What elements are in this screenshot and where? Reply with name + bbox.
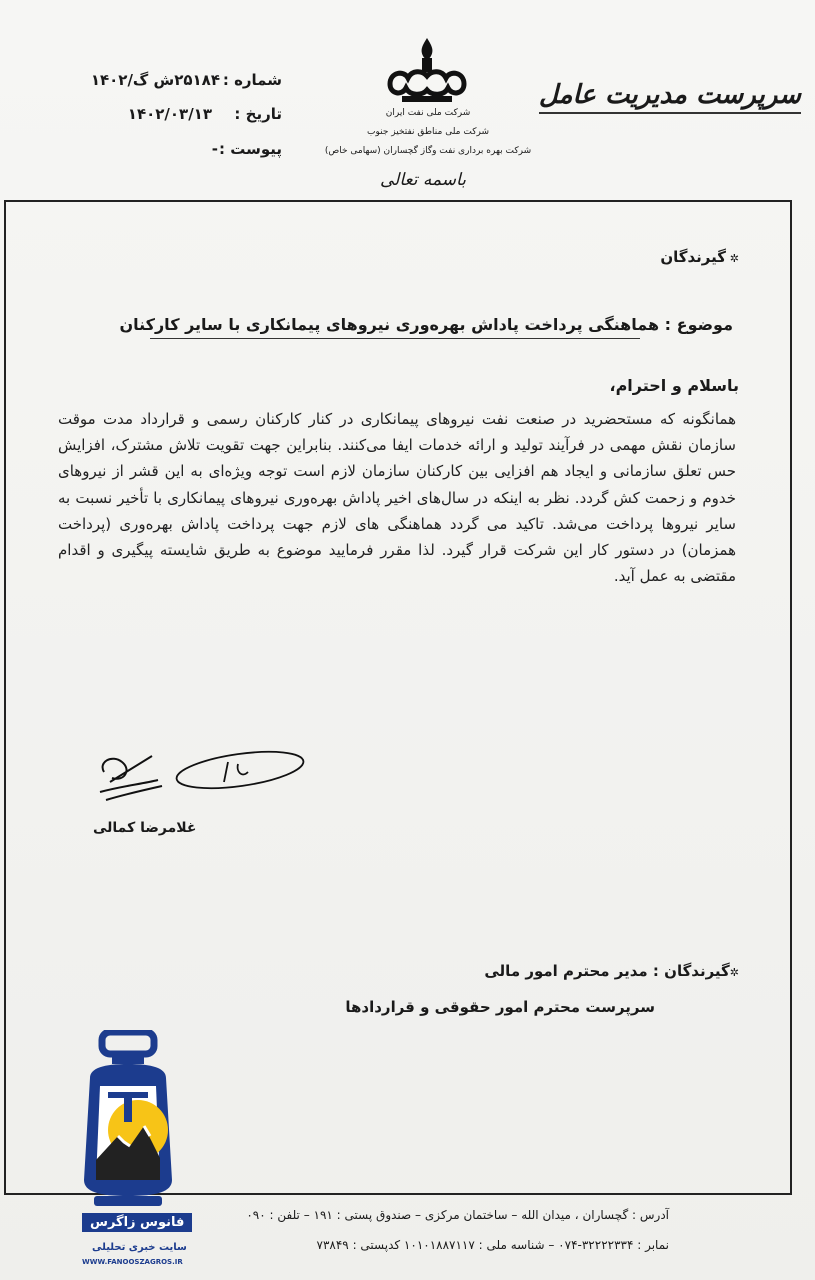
nioc-logo-icon xyxy=(382,36,472,106)
recipients-heading: ✲ گیرندگان xyxy=(660,248,739,266)
basmala: باسمه تعالی xyxy=(380,170,466,190)
letter-body: همانگونه که مستحضرید در صنعت نفت نیروهای پیمانکاری در کنار کارکنان رسمی و قرارداد مدت موقت سازمان نقش مهمی در فرآیند تولید و ارائه خدمات ایفا می‌کنند. بنابراین جهت تقویت تلاش مشترک، افزایش حس تعلق سازمانی و ایجاد هم افزایی بین کارکنان سازمان لازم است توجه ویژه‌ای به این قشر از نیروهای خدوم و زحمت کش گردد. نظر به اینکه در سال‌های اخیر پاداش بهره‌وری نیروهای پیمانکاری با تأخیر نسبت به سایر نیروها پرداخت می‌شد. تاکید می گردد هماهنگی های لازم جهت پرداخت پاداش بهره‌وری (پرداخت همزمان) در دستور کار این شرکت قرار گیرد. لذا مقرر فرمایید موضوع به طریق شایسته پیگیری و اقدام مقتضی به عمل آید. xyxy=(58,410,736,586)
letter-number xyxy=(60,71,282,93)
lantern-logo-icon xyxy=(68,1030,188,1210)
date-label: تاریخ : xyxy=(234,105,282,123)
subject-underline xyxy=(150,338,640,339)
cc-second: سرپرست محترم امور حقوقی و قراردادها xyxy=(345,998,655,1016)
letter-subject: موضوع : هماهنگی پرداخت پاداش بهره‌وری نیروهای پیمانکاری با سایر کارکنان xyxy=(119,315,733,334)
sender-title: سرپرست مدیریت عامل xyxy=(539,80,801,114)
org-line-3: شرکت بهره برداری نفت وگاز گچساران (سهامی خاص) xyxy=(324,146,532,156)
signature-icon xyxy=(92,742,312,812)
letter-greeting: باسلام و احترام، xyxy=(609,376,739,395)
cc-heading: ✲گیرندگان : مدیر محترم امور مالی xyxy=(484,962,739,980)
bullet-icon: ✲ xyxy=(725,252,739,265)
letter-date xyxy=(60,105,282,127)
letter-attachment xyxy=(60,140,282,162)
watermark-title: فانوس زاگرس xyxy=(82,1213,192,1232)
signer-name: غلامرضا کمالی xyxy=(93,820,197,836)
number-label: شماره : xyxy=(222,71,282,89)
attachment-value: - xyxy=(211,140,218,158)
org-line-1: شرکت ملی نفت ایران xyxy=(385,108,471,118)
footer-address: آدرس : گچساران ، میدان الله – ساختمان مرکزی – صندوق پستی : ۱۹۱ – تلفن : ۰۹۰ xyxy=(246,1208,669,1222)
watermark-subtitle: سایت خبری تحلیلی xyxy=(92,1242,187,1253)
footer-fax: نمابر : ۳۲۲۲۲۳۳۴-۰۷۴ – شناسه ملی : ۱۰۱۰۱۸۸۷۱۱۷ کدپستی : ۷۳۸۴۹ xyxy=(316,1238,669,1252)
bullet-icon: ✲ xyxy=(729,966,739,979)
org-line-2: شرکت ملی مناطق نفتخیز جنوب xyxy=(367,127,489,137)
number-value: ۲۵۱۸۴ش گ/۱۴۰۲ xyxy=(90,71,220,89)
date-value: ۱۴۰۲/۰۳/۱۳ xyxy=(127,105,212,123)
watermark-url: WWW.FANOOSZAGROS.IR xyxy=(82,1258,183,1266)
attachment-label: پیوست : xyxy=(218,140,282,158)
